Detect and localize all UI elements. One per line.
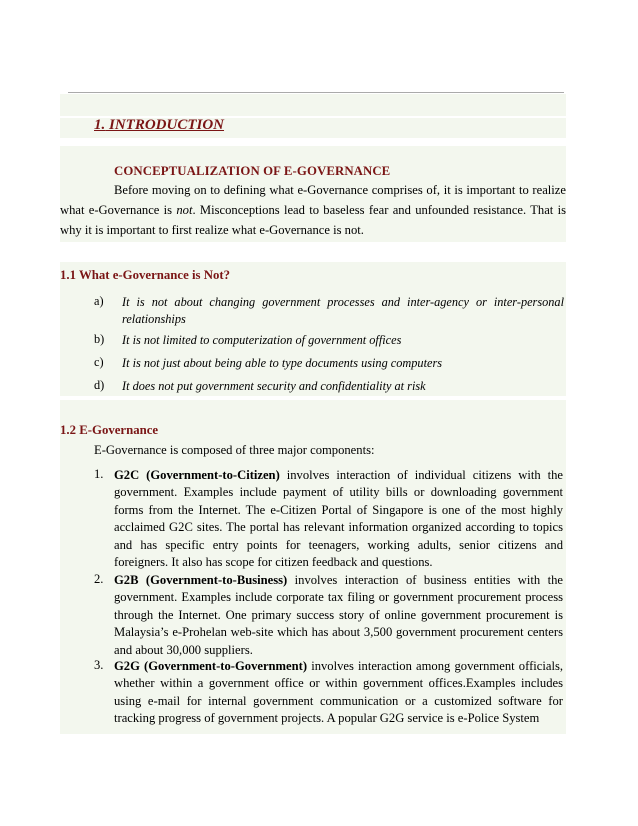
intro-paragraph: Before moving on to defining what e-Governance comprises of, it is important to realize what e-Governance is not. Misconceptions lead to baseless fear and unfounded resistance. That is why it is important to first realize what e-Governance is not. bbox=[60, 183, 566, 237]
section-1-2-title: 1.2 E-Governance bbox=[60, 423, 159, 437]
list-marker: b) bbox=[94, 332, 105, 346]
list-item: G2C (Government-to-Citizen) involves interaction of individual citizens with the government. Examples include payment of utility bills or downloading government forms from the Internet. The e-Citizen Portal of Singapore is one of the most highly acclaimed G2C sites. The portal has relevant information organized according to topics and has specific entry points for teenagers, working adults, senior citizens and foreigners. It also has scope for citizen feedback and questions. bbox=[114, 468, 563, 570]
list-marker: 2. bbox=[94, 572, 104, 586]
top-rule bbox=[68, 92, 564, 93]
list-marker: 3. bbox=[94, 658, 104, 672]
section-1-2-lead: E-Governance is composed of three major components: bbox=[94, 443, 375, 457]
section-subtitle: CONCEPTUALIZATION OF E-GOVERNANCE bbox=[114, 164, 391, 178]
page-title: 1. INTRODUCTION bbox=[94, 117, 225, 133]
list-marker: a) bbox=[94, 294, 104, 308]
list-marker: c) bbox=[94, 355, 104, 369]
shade-band bbox=[60, 94, 566, 116]
list-marker: d) bbox=[94, 378, 105, 392]
list-item: It is not about changing government processes and inter-agency or inter-personal relationships bbox=[122, 295, 564, 326]
list-item: It does not put government security and confidentiality at risk bbox=[122, 379, 426, 393]
list-item: It is not limited to computerization of government offices bbox=[122, 333, 402, 347]
list-item: G2B (Government-to-Business) involves interaction of business entities with the government. Examples include corporate tax filing or government procurement process through the Internet. One primary success story of online government procurement is Malaysia’s e-Prohelan web-site which has about 3,500 government procurement centers and about 30,000 suppliers. bbox=[114, 573, 563, 657]
list-item: G2G (Government-to-Government) involves interaction among government officials, whether within a government office or within government offices.Examples includes using e-mail for internal government communication or a customized software for tracking progress of government projects. A popular G2G service is e-Police System bbox=[114, 659, 563, 726]
list-item: It is not just about being able to type documents using computers bbox=[122, 356, 443, 370]
list-marker: 1. bbox=[94, 467, 104, 481]
section-1-1-title: 1.1 What e-Governance is Not? bbox=[60, 268, 231, 282]
